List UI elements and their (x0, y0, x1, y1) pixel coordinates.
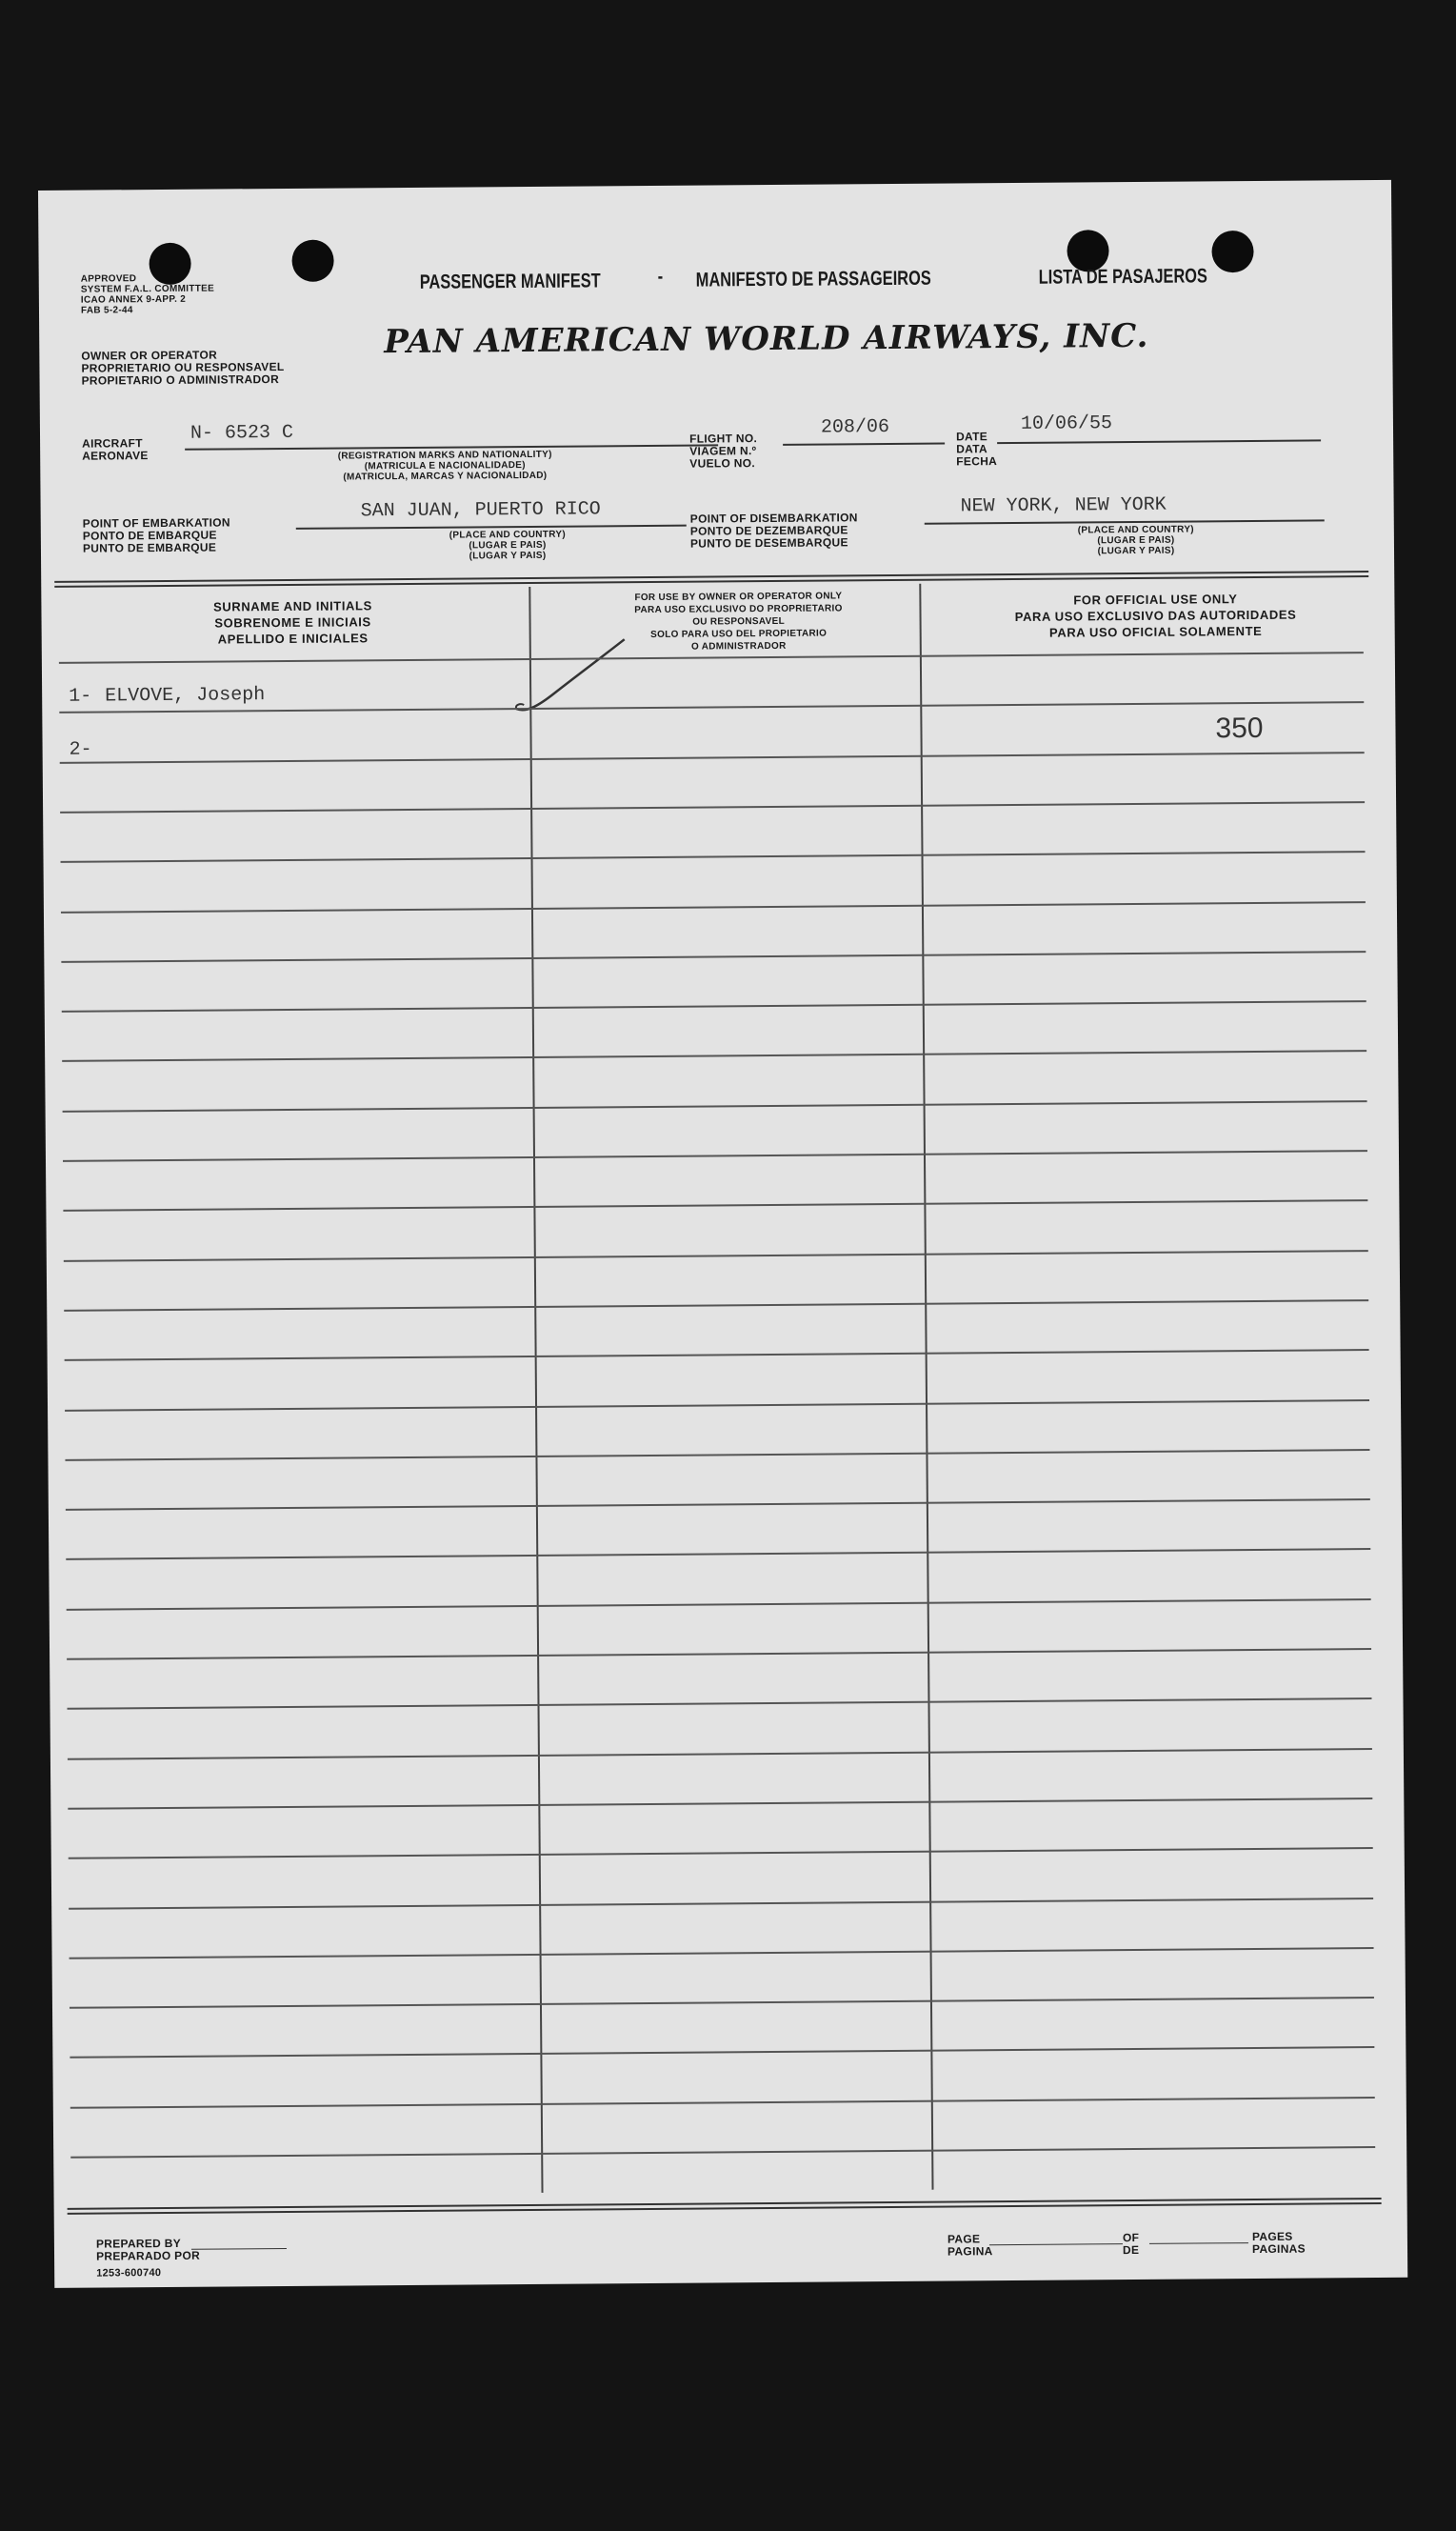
date-field-line (997, 439, 1321, 444)
disembarkation-value: NEW YORK, NEW YORK (960, 493, 1167, 518)
ruled-line (61, 851, 1366, 863)
prepared-by-pt: PREPARADO POR (95, 2248, 201, 2263)
date-value: 10/06/55 (1020, 412, 1113, 435)
ruled-line (68, 1798, 1372, 1810)
aircraft-hint-pt: (MATRICULA E NACIONALIDADE) (364, 459, 526, 472)
ruled-line (59, 652, 1364, 664)
column-header-surname-en: SURNAME AND INITIALS (212, 598, 372, 614)
column-header-owner-use-line: PARA USO EXCLUSIVO DO PROPRIETARIO (634, 603, 843, 616)
of-label-en: OF (1122, 2230, 1140, 2245)
page-label-pt: PAGINA (947, 2244, 993, 2259)
date-label (956, 431, 997, 468)
aircraft-label-en: AIRCRAFT (82, 436, 143, 451)
date-label-pt: DATA (956, 442, 987, 456)
owner-label (81, 349, 284, 388)
table-bottom-rule (68, 2198, 1382, 2215)
flight-label (689, 432, 757, 471)
page-label (947, 2233, 993, 2258)
ruled-lines (38, 180, 1391, 191)
pages-label-pt: PAGINAS (1251, 2241, 1306, 2257)
ruled-line (66, 1498, 1370, 1511)
embarkation-hint-pt: (LUGAR E PAIS) (469, 539, 547, 552)
ruled-line (64, 1250, 1368, 1262)
approval-block (81, 273, 215, 316)
ruled-line (70, 2046, 1374, 2059)
embarkation-label-es: PUNTO DE EMBARQUE (82, 540, 217, 555)
page-field-line (989, 2243, 1123, 2245)
ruled-line (63, 1199, 1367, 1212)
ruled-line (60, 801, 1365, 814)
ruled-line (69, 1898, 1373, 1910)
ruled-line (67, 1648, 1371, 1660)
owner-company-name: PAN AMERICAN WORLD AIRWAYS, INC. (384, 316, 1149, 362)
punch-hole (291, 240, 333, 282)
ruled-line (60, 752, 1365, 764)
aircraft-label (82, 437, 149, 463)
table-top-rule (54, 571, 1368, 588)
page-label-en: PAGE (947, 2232, 981, 2246)
embarkation-hint (393, 529, 622, 562)
ruled-line (63, 1100, 1367, 1113)
row-number: 2- (69, 738, 92, 761)
ruled-line (64, 1299, 1368, 1312)
ruled-line (68, 1748, 1372, 1760)
approval-line: APPROVED (80, 273, 137, 285)
approval-line: FAB 5-2-44 (80, 305, 133, 316)
title-separator: - (657, 265, 664, 288)
ruled-line (67, 1598, 1371, 1611)
aircraft-label-es: AERONAVE (82, 449, 149, 463)
embarkation-field-line (296, 525, 687, 530)
of-field-line (1149, 2242, 1248, 2244)
ruled-line (70, 2097, 1375, 2109)
column-header-official-pt: PARA USO EXCLUSIVO DAS AUTORIDADES (1014, 607, 1297, 624)
aircraft-hint-en: (REGISTRATION MARKS AND NATIONALITY) (337, 449, 552, 462)
embarkation-value: SAN JUAN, PUERTO RICO (360, 498, 601, 523)
pages-label-en: PAGES (1251, 2229, 1293, 2244)
embarkation-label-en: POINT OF EMBARKATION (82, 515, 230, 531)
prepared-by-label (96, 2238, 200, 2263)
flight-label-pt: VIAGEM N.º (689, 444, 757, 458)
title-english: PASSENGER MANIFEST (419, 270, 601, 293)
flight-label-es: VUELO NO. (689, 456, 756, 471)
disembarkation-label-pt: PONTO DE DEZEMBARQUE (689, 523, 848, 538)
flight-field-line (783, 443, 945, 446)
pages-label (1252, 2231, 1306, 2256)
column-header-owner-use-line: OU RESPONSAVEL (692, 615, 786, 628)
disembarkation-label-en: POINT OF DISEMBARKATION (689, 511, 858, 526)
embarkation-hint-es: (LUGAR Y PAIS) (469, 550, 547, 562)
of-label-pt: DE (1122, 2242, 1140, 2258)
approval-line: ICAO ANNEX 9-APP. 2 (80, 293, 187, 306)
disembarkation-field-line (925, 519, 1325, 524)
date-label-en: DATE (956, 430, 988, 444)
flight-value: 208/06 (820, 415, 890, 439)
ruled-line (65, 1399, 1369, 1412)
ruled-line (61, 951, 1366, 963)
embarkation-label (83, 516, 230, 554)
disembarkation-label-es: PUNTO DE DESEMBARQUE (689, 535, 848, 551)
column-divider (919, 584, 933, 2190)
column-header-official-es: PARA USO OFICIAL SOLAMENTE (1048, 623, 1263, 640)
prepared-by-field-line (191, 2248, 287, 2250)
disembarkation-hint-pt: (LUGAR E PAIS) (1097, 534, 1175, 547)
disembarkation-hint-es: (LUGAR Y PAIS) (1097, 545, 1175, 557)
column-header-owner-use-line: SOLO PARA USO DEL PROPIETARIO (650, 628, 828, 640)
column-header-surname-es: APELLIDO E INICIALES (217, 631, 369, 647)
manifest-sheet (38, 180, 1407, 2288)
aircraft-value: N- 6523 C (189, 421, 294, 445)
ruled-line (70, 1947, 1374, 1959)
ruled-line (69, 1847, 1373, 1859)
date-label-es: FECHA (956, 454, 998, 469)
aircraft-hint-es: (MATRICULA, MARCAS Y NACIONALIDAD) (343, 470, 548, 483)
disembarkation-label (690, 512, 858, 550)
ruled-line (65, 1449, 1369, 1461)
embarkation-label-pt: PONTO DE EMBARQUE (82, 528, 217, 543)
owner-label-es: PROPIETARIO O ADMINISTRADOR (81, 372, 280, 388)
owner-label-pt: PROPRIETARIO OU RESPONSAVEL (81, 359, 285, 375)
column-header-owner-use-line: O ADMINISTRADOR (690, 640, 787, 653)
column-header-surname (64, 596, 521, 649)
form-number: 1253-600740 (96, 2267, 162, 2280)
ruled-line (68, 1697, 1372, 1710)
column-header-official (936, 590, 1374, 642)
column-header-owner-use-line: FOR USE BY OWNER OR OPERATOR ONLY (634, 591, 843, 604)
ruled-line (62, 1000, 1366, 1013)
punch-hole (1211, 231, 1253, 272)
column-header-surname-pt: SOBRENOME E INICIAIS (214, 614, 371, 631)
ruled-line (63, 1150, 1367, 1162)
title-portuguese: MANIFESTO DE PASSAGEIROS (695, 267, 931, 291)
of-label (1123, 2232, 1139, 2257)
owner-label-en: OWNER OR OPERATOR (81, 348, 218, 363)
aircraft-hint (254, 449, 635, 483)
passenger-name: ELVOVE, Joseph (105, 684, 266, 708)
column-header-official-en: FOR OFFICIAL USE ONLY (1073, 592, 1238, 608)
title-spanish: LISTA DE PASAJEROS (1038, 265, 1208, 289)
flight-label-en: FLIGHT NO. (689, 432, 758, 446)
column-divider (529, 587, 543, 2193)
ruled-line (70, 1997, 1374, 2009)
prepared-by-en: PREPARED BY (95, 2236, 182, 2251)
embarkation-hint-en: (PLACE AND COUNTRY) (449, 529, 566, 541)
official-value: 350 (1215, 712, 1264, 745)
ruled-line (65, 1349, 1369, 1361)
disembarkation-hint-en: (PLACE AND COUNTRY) (1077, 524, 1194, 536)
approval-line: SYSTEM F.A.L. COMMITTEE (80, 283, 215, 295)
ruled-line (61, 901, 1366, 914)
disembarkation-hint (1022, 524, 1250, 557)
row-number: 1- (69, 685, 92, 708)
ruled-line (66, 1548, 1370, 1560)
ruled-line (62, 1050, 1366, 1062)
ruled-line (70, 2146, 1375, 2159)
